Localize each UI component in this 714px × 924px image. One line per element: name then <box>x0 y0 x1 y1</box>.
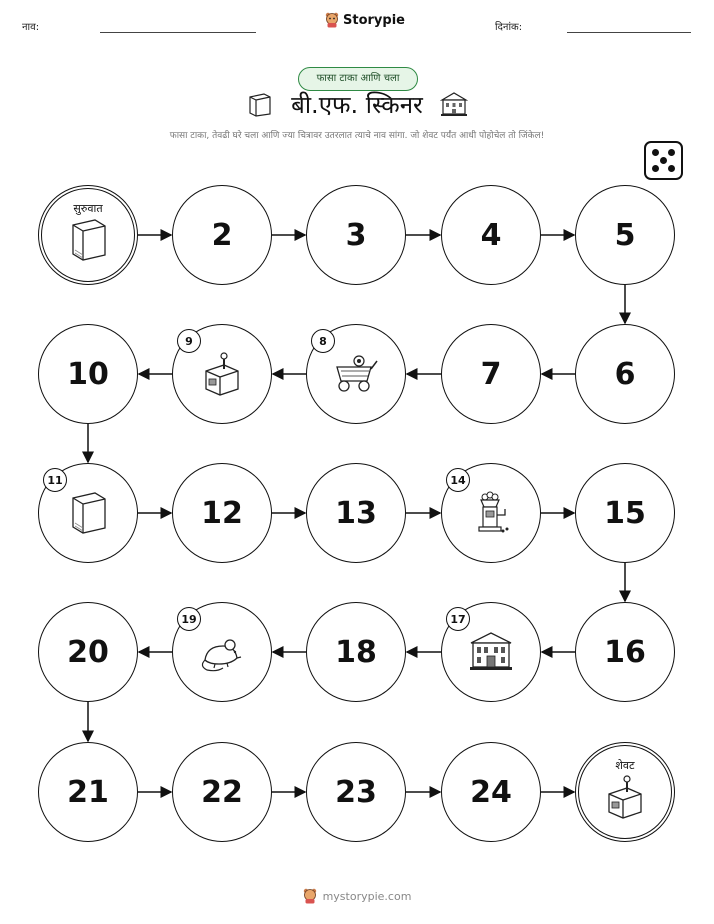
space-number: 12 <box>201 495 243 531</box>
board-space-13[interactable] <box>306 463 406 563</box>
space-number: 20 <box>67 634 109 670</box>
board-space-16[interactable] <box>575 602 675 702</box>
board-space-3[interactable] <box>306 185 406 285</box>
space-number-badge: 11 <box>43 468 67 492</box>
subtitle-pill: फासा टाका आणि चला <box>298 67 418 91</box>
space-number: 22 <box>201 774 243 810</box>
space-number: 18 <box>335 634 377 670</box>
space-number-badge: 14 <box>446 468 470 492</box>
space-number: 23 <box>335 774 377 810</box>
book-icon <box>65 490 111 540</box>
space-number-badge: 8 <box>311 329 335 353</box>
board-space-20[interactable] <box>38 602 138 702</box>
start-space[interactable] <box>38 185 138 285</box>
box-lever-icon <box>603 774 647 824</box>
finish-label: शेवट <box>615 759 635 772</box>
space-number: 2 <box>211 217 233 253</box>
title-text: बी.एफ. स्किनर <box>291 91 423 119</box>
board-space-23[interactable] <box>306 742 406 842</box>
space-number: 3 <box>345 217 367 253</box>
board-space-4[interactable] <box>441 185 541 285</box>
instructions: फासा टाका, तेवढी घरे चला आणि ज्या चित्रावर उतरलात त्याचे नाव सांगा. जो शेवट पर्यंत आधी पोहोचेल तो जिंकेल! <box>169 131 545 141</box>
bear-icon <box>303 888 317 904</box>
board-space-5[interactable] <box>575 185 675 285</box>
start-label: सुरुवात <box>73 202 103 215</box>
board-space-7[interactable] <box>441 324 541 424</box>
name-label: नाव: <box>22 22 40 33</box>
space-number-badge: 19 <box>177 607 201 631</box>
board-space-21[interactable] <box>38 742 138 842</box>
brand-name: Storypie <box>343 12 405 28</box>
board-space-12[interactable] <box>172 463 272 563</box>
building-icon <box>467 629 515 679</box>
space-number: 10 <box>67 356 109 392</box>
finish-space[interactable] <box>575 742 675 842</box>
board-space-10[interactable] <box>38 324 138 424</box>
board-space-2[interactable] <box>172 185 272 285</box>
board-space-24[interactable] <box>441 742 541 842</box>
book-icon <box>65 217 111 267</box>
space-number: 6 <box>614 356 636 392</box>
footer <box>0 888 714 904</box>
board-space-6[interactable] <box>575 324 675 424</box>
date-label: दिनांक: <box>495 22 523 33</box>
space-number: 24 <box>470 774 512 810</box>
space-number-badge: 17 <box>446 607 470 631</box>
space-number: 7 <box>480 356 502 392</box>
space-number: 5 <box>614 217 636 253</box>
footer-site: mystorypie.com <box>322 889 412 903</box>
space-number: 4 <box>480 217 502 253</box>
wagon-icon <box>331 351 381 401</box>
board-space-15[interactable] <box>575 463 675 563</box>
space-number: 21 <box>67 774 109 810</box>
box-lever-icon <box>200 351 244 401</box>
dispenser-icon <box>469 489 513 541</box>
space-number: 16 <box>604 634 646 670</box>
space-number: 15 <box>604 495 646 531</box>
mouse-icon <box>197 630 247 678</box>
space-number: 13 <box>335 495 377 531</box>
board-space-22[interactable] <box>172 742 272 842</box>
space-number-badge: 9 <box>177 329 201 353</box>
board-space-18[interactable] <box>306 602 406 702</box>
